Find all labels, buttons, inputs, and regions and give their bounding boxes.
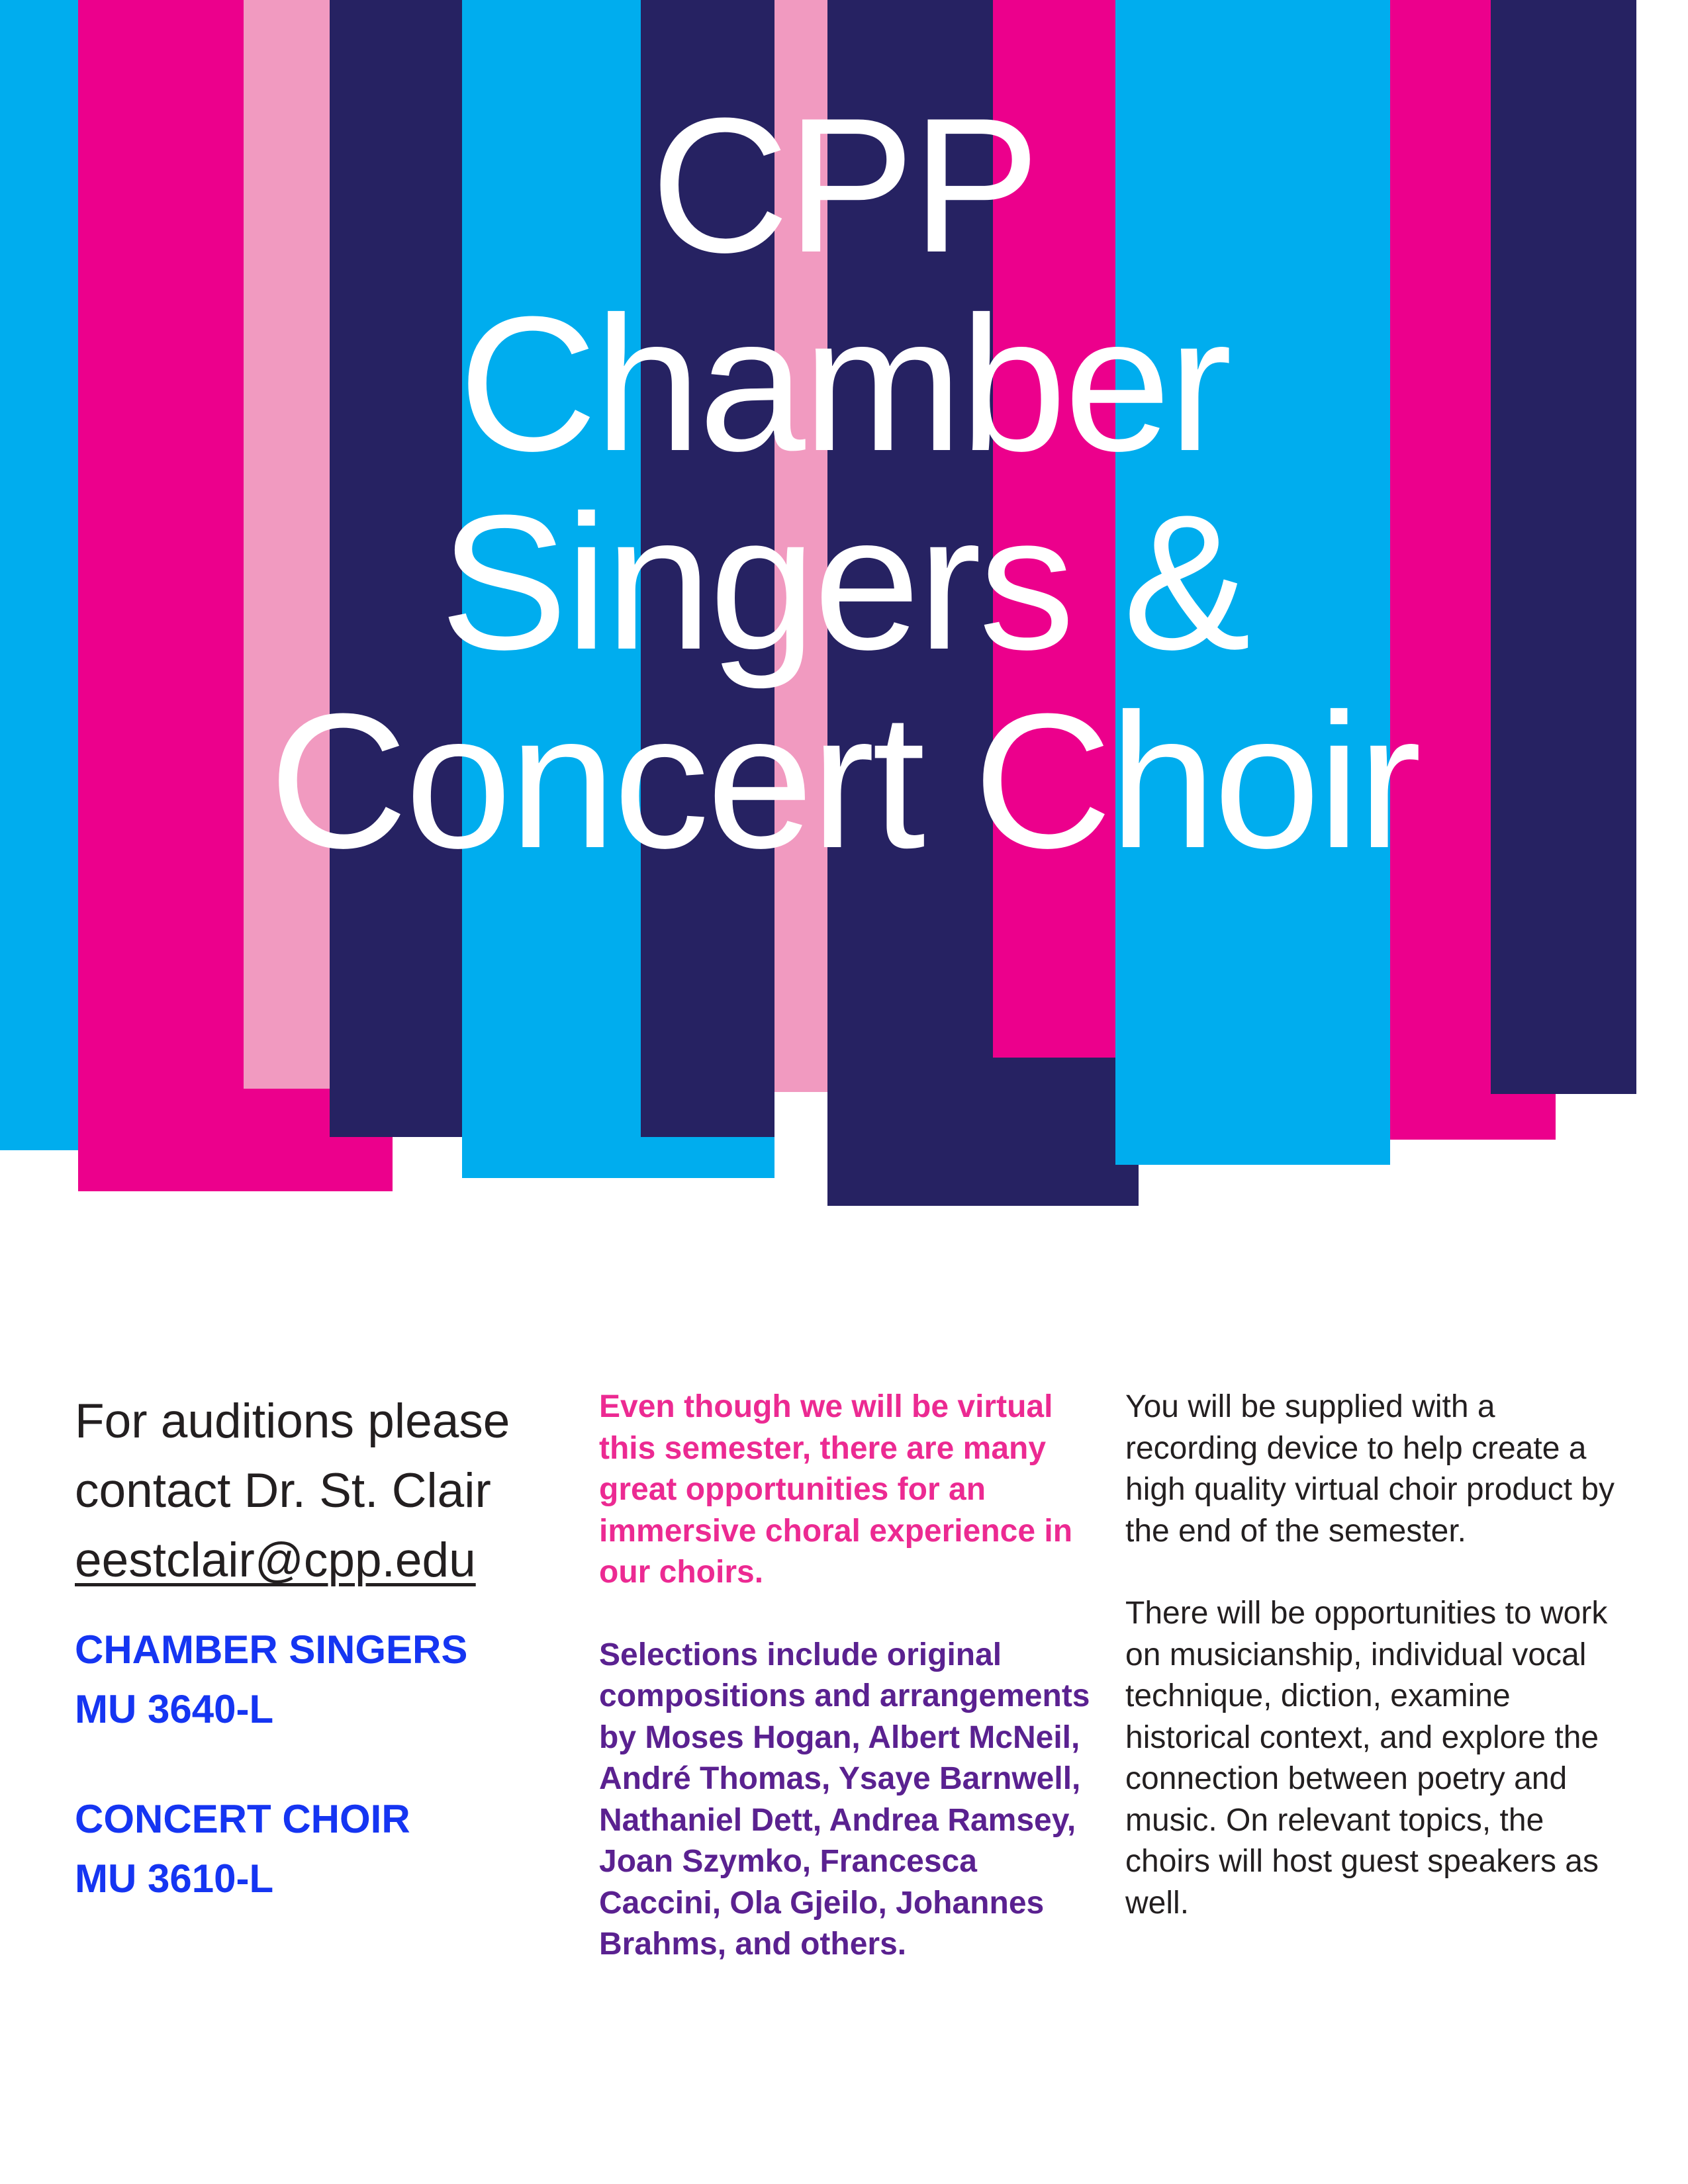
title-line: CPP: [650, 78, 1038, 293]
contact-line: contact Dr. St. Clair: [75, 1464, 491, 1518]
course-name: CONCERT CHOIR: [75, 1797, 410, 1841]
course-code: MU 3610-L: [75, 1856, 274, 1901]
course-concert-choir: [75, 1790, 578, 1909]
audition-contact: [75, 1387, 578, 1595]
selections-paragraph: Selections include original compositions and arrangements by Moses Hogan, Albert McNeil, André Thomas, Ysaye Barnwell, Nathaniel Dett, Andrea Ramsey, Joan Szymko, Francesca Caccini, Ola Gjeilo, Johannes Brahms, and others.: [599, 1637, 1090, 1962]
course-name: CHAMBER SINGERS: [75, 1627, 468, 1672]
intro-paragraph: Even though we will be virtual this semester, there are many great opportunities for an immersive choral experience in our choirs.: [599, 1389, 1073, 1590]
page-title: [0, 78, 1688, 888]
course-chamber-singers: [75, 1620, 578, 1739]
contact-column: [75, 1387, 578, 1909]
info-column-middle: [599, 1387, 1102, 1966]
title-line: Singers &: [440, 475, 1248, 690]
info-column-right: [1125, 1387, 1628, 1924]
title-line: Concert Choir: [269, 674, 1419, 888]
recording-paragraph: You will be supplied with a recording device to help create a high quality virtual choir product by the end of the semester.: [1125, 1389, 1615, 1549]
email-link[interactable]: eestclair@cpp.edu: [75, 1533, 476, 1587]
title-line: Chamber: [458, 277, 1230, 491]
contact-line: For auditions please: [75, 1394, 510, 1448]
opportunities-paragraph: There will be opportunities to work on musicianship, individual vocal technique, diction, examine historical context, and explore the connection between poetry and music. On relevant topics, the choirs will host guest speakers as well.: [1125, 1596, 1608, 1921]
course-code: MU 3640-L: [75, 1687, 274, 1731]
